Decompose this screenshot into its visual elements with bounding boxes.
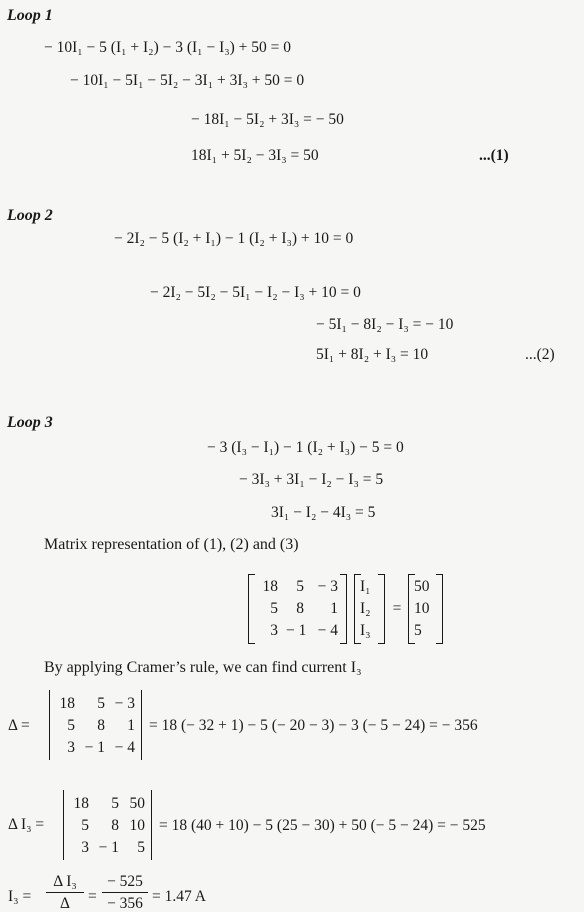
left-bracket (248, 574, 255, 644)
matrix-cell: 18 (262, 578, 278, 595)
det-cell: 8 (111, 817, 119, 834)
det-cell: 5 (67, 717, 75, 734)
rhs-cell: 50 (414, 578, 430, 595)
det-cell: 5 (81, 817, 89, 834)
rhs-cell: 10 (414, 600, 430, 617)
loop1-equation-4: 18I₁ + 5I₂ − 3I₃ = 50 (191, 147, 319, 164)
unknown-cell: I₃ (360, 622, 371, 639)
fraction-numerator: − 525 (107, 873, 143, 890)
loop1-equation-1: − 10I₁ − 5 (I₁ + I₂) − 3 (I₁ − I₃) + 50 = 0 (44, 39, 292, 56)
right-bracket (378, 574, 385, 644)
det-cell: 18 (73, 795, 89, 812)
matrix-cell: − 3 (317, 578, 338, 595)
det-cell: 3 (67, 739, 75, 756)
matrix-cell: 5 (270, 600, 278, 617)
fraction-bar (46, 892, 84, 893)
rhs-cell: 5 (414, 622, 422, 639)
equals-sign: = (88, 888, 97, 905)
det-cell: 5 (137, 839, 145, 856)
loop3-equation-1: − 3 (I₃ − I₁) − 1 (I₂ + I₃) − 5 = 0 (207, 439, 404, 456)
matrix-cell: 5 (296, 578, 304, 595)
equation-tag-2: ...(2) (525, 346, 555, 363)
unknown-cell: I₂ (360, 600, 371, 617)
result-value: = 1.47 A (152, 888, 206, 905)
delta-determinant (49, 690, 529, 762)
loop1-heading: Loop 1 (7, 7, 53, 24)
determinant-bar (49, 690, 50, 760)
det-cell: 10 (129, 817, 145, 834)
equals-sign: = (392, 600, 402, 617)
matrix-cell: 8 (296, 600, 304, 617)
delta-label: Δ = (8, 717, 30, 734)
matrix-cell: − 1 (286, 622, 307, 639)
det-cell: − 1 (84, 739, 105, 756)
det-cell: 1 (127, 717, 135, 734)
matrix-cell: 1 (330, 600, 338, 617)
delta-i3-determinant (63, 790, 543, 862)
matrix-equation (248, 574, 458, 644)
loop2-equation-2: − 2I₂ − 5I₂ − 5I₁ − I₂ − I₃ + 10 = 0 (150, 284, 361, 301)
fraction-bar (102, 892, 148, 893)
result-lhs: I₃ = (8, 888, 32, 905)
right-bracket (436, 574, 443, 644)
det-cell: − 4 (114, 739, 135, 756)
cramer-text: By applying Cramer’s rule, we can find current I₃ (44, 659, 362, 676)
det-cell: 5 (111, 795, 119, 812)
loop3-equation-2: − 3I₃ + 3I₁ − I₂ − I₃ = 5 (239, 471, 384, 488)
determinant-bar (141, 690, 142, 760)
unknown-cell: I₁ (360, 578, 371, 595)
matrix-intro-text: Matrix representation of (1), (2) and (3) (44, 536, 299, 553)
right-bracket (340, 574, 347, 644)
delta-expansion: = 18 (− 32 + 1) − 5 (− 20 − 3) − 3 (− 5 − 24) = − 356 (149, 717, 478, 734)
det-cell: − 1 (98, 839, 119, 856)
loop2-heading: Loop 2 (7, 207, 53, 224)
det-cell: 5 (97, 695, 105, 712)
det-cell: − 3 (114, 695, 135, 712)
det-cell: 50 (129, 795, 145, 812)
loop3-equation-3: 3I₁ − I₂ − 4I₃ = 5 (271, 504, 376, 521)
fraction-denominator: Δ (60, 895, 70, 912)
equation-tag-1: ...(1) (479, 147, 509, 164)
loop1-equation-3: − 18I₁ − 5I₂ + 3I₃ = − 50 (191, 111, 344, 128)
fraction-numerator: Δ I₃ (53, 873, 77, 890)
loop2-equation-4: 5I₁ + 8I₂ + I₃ = 10 (316, 346, 429, 363)
matrix-cell: 3 (270, 622, 278, 639)
determinant-bar (151, 790, 152, 860)
det-cell: 18 (59, 695, 75, 712)
fraction-denominator: − 356 (107, 895, 143, 912)
matrix-cell: − 4 (317, 622, 338, 639)
det-cell: 8 (97, 717, 105, 734)
det-cell: 3 (81, 839, 89, 856)
determinant-bar (63, 790, 64, 860)
delta-i3-label: Δ I₃ = (8, 816, 45, 833)
loop3-heading: Loop 3 (7, 414, 53, 431)
loop2-equation-3: − 5I₁ − 8I₂ − I₃ = − 10 (316, 316, 454, 333)
delta-i3-expansion: = 18 (40 + 10) − 5 (25 − 30) + 50 (− 5 − 24) = − 525 (159, 817, 486, 834)
loop2-equation-1: − 2I₂ − 5 (I₂ + I₁) − 1 (I₂ + I₃) + 10 = 0 (114, 230, 354, 247)
loop1-equation-2: − 10I₁ − 5I₁ − 5I₂ − 3I₁ + 3I₃ + 50 = 0 (70, 72, 305, 89)
